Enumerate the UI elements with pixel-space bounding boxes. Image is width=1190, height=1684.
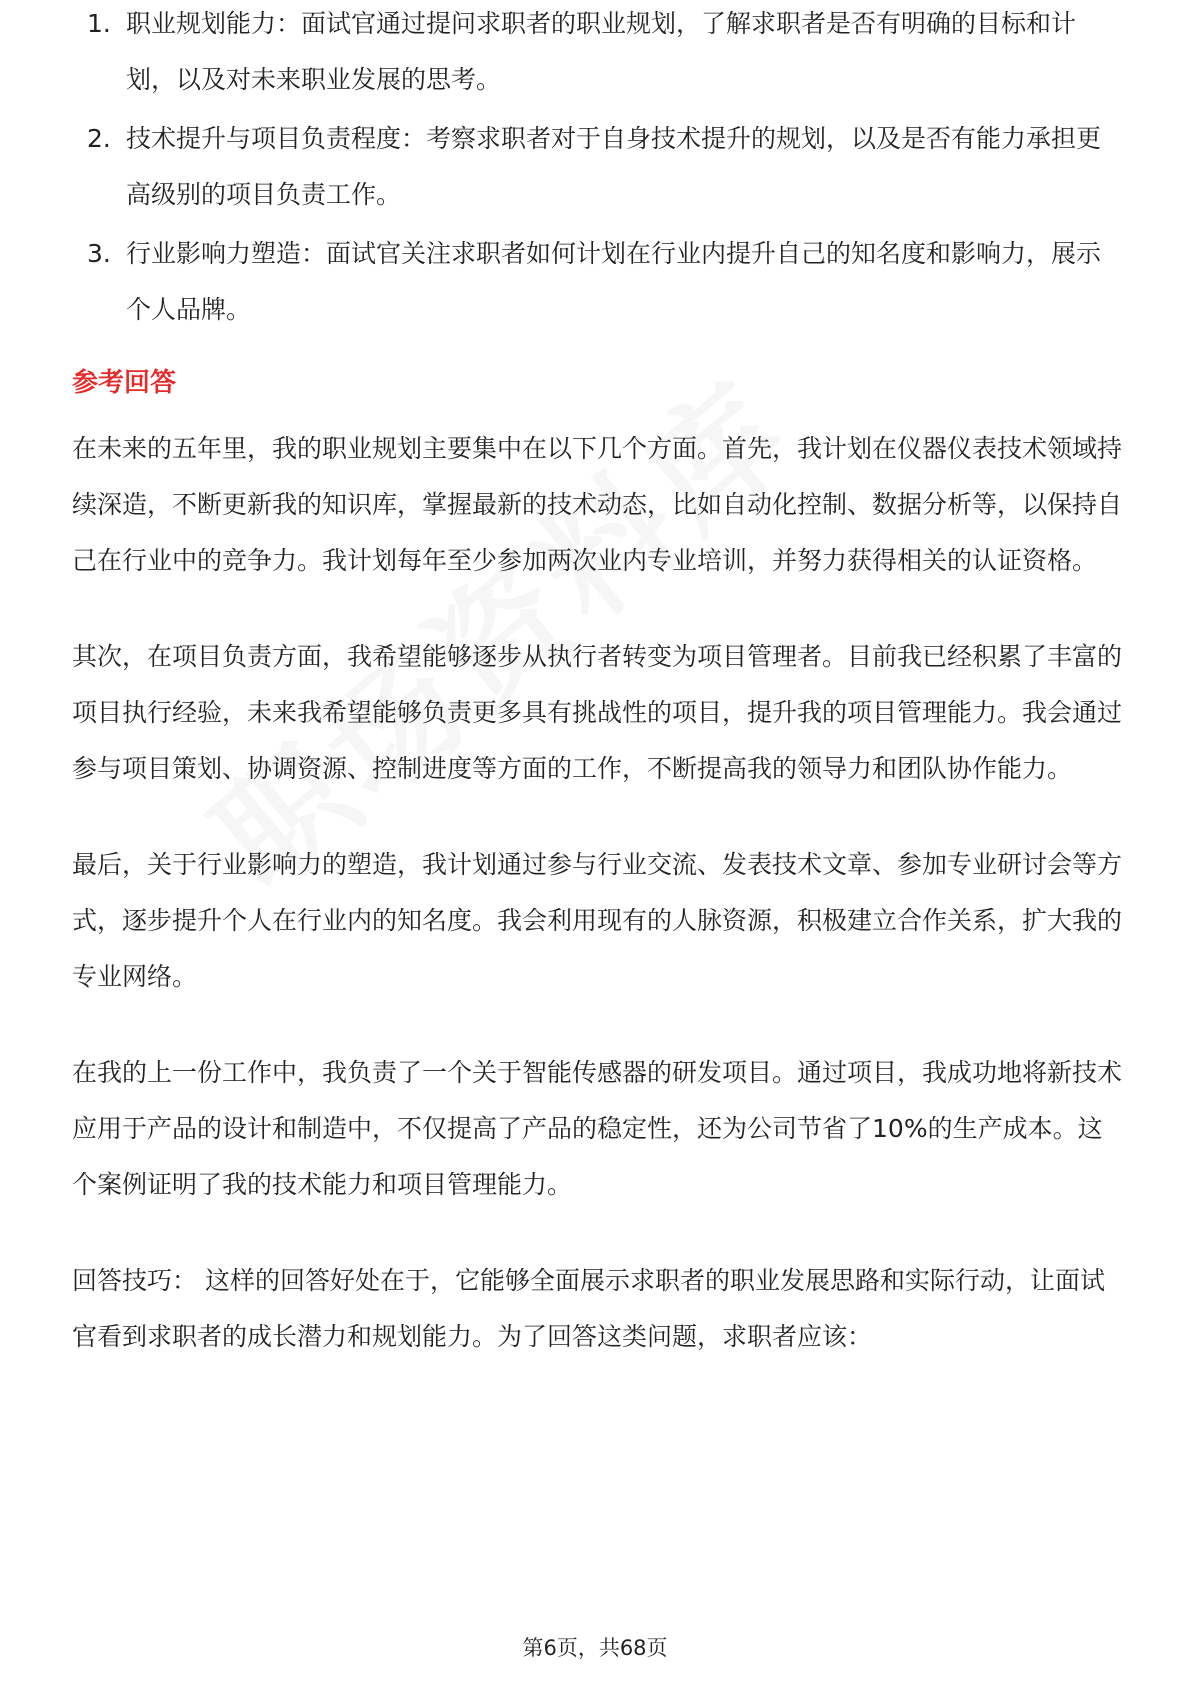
list-item-text: 技术提升与项目负责程度：考察求职者对于自身技术提升的规划，以及是否有能力承担更高级别的项目负责工作。 (126, 124, 1102, 209)
answer-paragraph: 在未来的五年里，我的职业规划主要集中在以下几个方面。首先，我计划在仪器仪表技术领域持续深造，不断更新我的知识库，掌握最新的技术动态，比如自动化控制、数据分析等，以保持自己在行业中的竞争力。我计划每年至少参加两次业内专业培训，并努力获得相关的认证资格。 (72, 434, 1123, 575)
list-item (72, 226, 1122, 338)
list-item-number: 2. (87, 124, 111, 153)
answer-paragraph: 在我的上一份工作中，我负责了一个关于智能传感器的研发项目。通过项目，我成功地将新技术应用于产品的设计和制造中，不仅提高了产品的稳定性，还为公司节省了10%的生产成本。这个案例证明了我的技术能力和项目管理能力。 (72, 1058, 1123, 1199)
answer-paragraph: 最后，关于行业影响力的塑造，我计划通过参与行业交流、发表技术文章、参加专业研讨会等方式，逐步提升个人在行业内的知名度。我会利用现有的人脉资源，积极建立合作关系，扩大我的专业网络。 (72, 850, 1123, 991)
answer-tips-paragraph: 回答技巧： 这样的回答好处在于，它能够全面展示求职者的职业发展思路和实际行动，让面试官看到求职者的成长潜力和规划能力。为了回答这类问题，求职者应该： (72, 1266, 1105, 1351)
page-number-footer: 第6页，共68页 (522, 1636, 668, 1660)
list-item-text: 职业规划能力：面试官通过提问求职者的职业规划，了解求职者是否有明确的目标和计划，以及对未来职业发展的思考。 (126, 9, 1077, 94)
answer-paragraph: 其次，在项目负责方面，我希望能够逐步从执行者转变为项目管理者。目前我已经积累了丰富的项目执行经验，未来我希望能够负责更多具有挑战性的项目，提升我的项目管理能力。我会通过参与项目策划、协调资源、控制进度等方面的工作，不断提高我的领导力和团队协作能力。 (72, 642, 1123, 783)
list-item (72, 111, 1122, 223)
list-item (72, 0, 1122, 108)
list-item-number: 3. (87, 239, 111, 268)
evaluation-points-list (72, 0, 1122, 338)
list-item-text: 行业影响力塑造：面试官关注求职者如何计划在行业内提升自己的知名度和影响力，展示个人品牌。 (126, 239, 1102, 324)
section-heading-reference-answer: 参考回答 (72, 368, 177, 398)
list-item-number: 1. (87, 9, 111, 38)
document-page (72, 9, 1123, 1405)
